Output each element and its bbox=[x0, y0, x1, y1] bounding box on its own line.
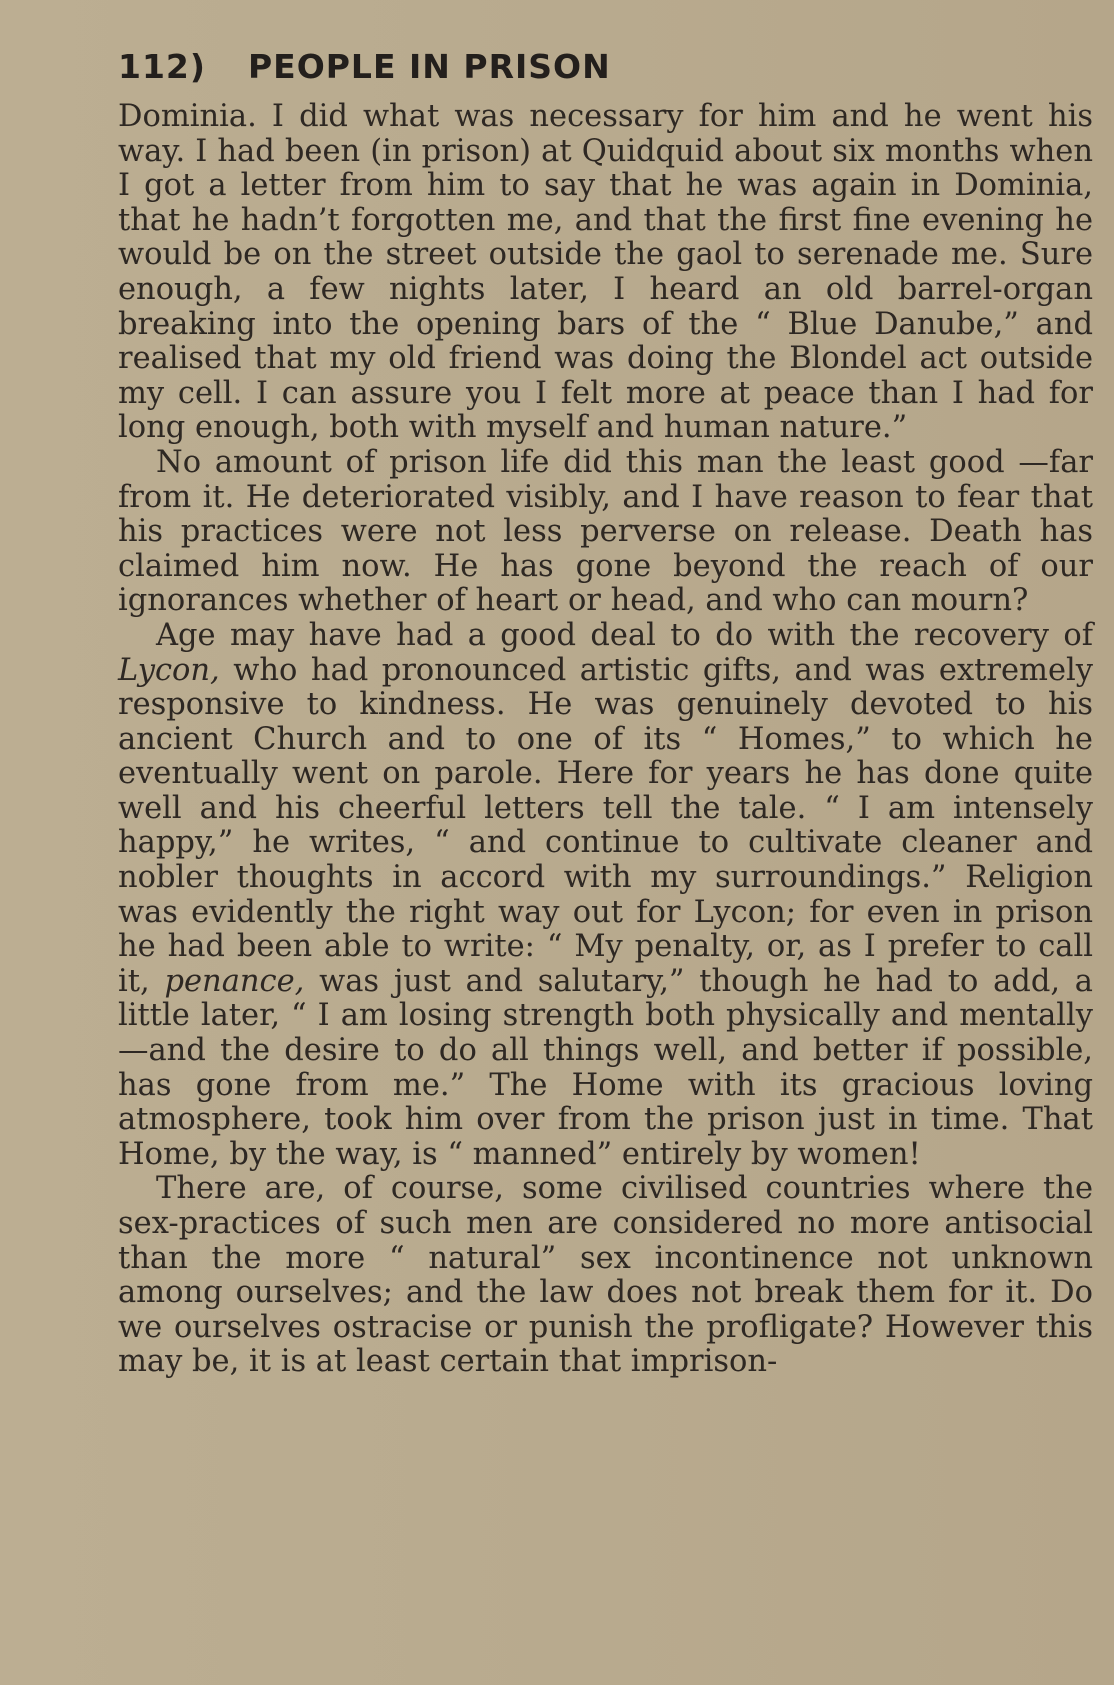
paragraph-3 bbox=[118, 619, 1093, 1173]
paragraph-1: Dominia. I did what was necessary for him and he went his way. I had been (in prison) at Quidquid about six months when I got a letter from him to say that he was again in Dominia, that he hadn’t forgotten me, and that the first fine evening he would be on the street outside the gaol to serenade me. Sure enough, a few nights later, I heard an old barrel-organ breaking into the opening bars of the “ Blue Danube,” and realised that my old friend was doing the Blondel act outside my cell. I can assure you I felt more at peace than I had for long enough, both with myself and human nature.” bbox=[118, 99, 1093, 446]
page-number: 112) bbox=[118, 46, 206, 86]
paragraph-3-part-2: who had pronounced artistic gifts, and was extremely responsive to kindness. He was genuinely devoted to his ancient Church and to one of its “ Homes,” to which he eventually went on parole. Here for years he has done quite well and his cheerful letters tell the tale. “ I am intensely happy,” he writes, “ and continue to cultivate cleaner and nobler thoughts in accord with my surroundings.” Religion was evidently the right way out for Lycon; for even in prison he had been able to write: “ My penalty, or, as I prefer to call it, bbox=[118, 652, 1093, 999]
penance-italic: penance, bbox=[164, 963, 305, 999]
lycon-italic: Lycon, bbox=[118, 652, 220, 688]
paragraph-4: There are, of course, some civilised countries where the sex-practices of such men are considered no more antisocial than the more “ natural” sex incontinence not unknown among ourselves; and the law does not break them for it. Do we ourselves ostracise or punish the profligate? However this may be, it is at least certain that imprison- bbox=[118, 1171, 1093, 1380]
running-header bbox=[118, 42, 611, 90]
paragraph-3-part-1: Age may have had a good deal to do with the recovery of bbox=[156, 617, 1093, 653]
paragraph-3-part-3: was just and salutary,” though he had to add, a little later, “ I am losing strength both physically and mentally—and the desire to do all things well, and better if possible, has gone from me.” The Home with its gracious loving atmosphere, took him over from the prison just in time. That Home, by the way, is “ manned” entirely by women! bbox=[118, 963, 1093, 1172]
body-text bbox=[118, 100, 1093, 1380]
running-title: PEOPLE IN PRISON bbox=[247, 46, 611, 86]
paragraph-2: No amount of prison life did this man the least good —far from it. He deteriorated visibly, and I have reason to fear that his practices were not less perverse on release. Death has claimed him now. He has gone beyond the reach of our ignorances whether of heart or head, and who can mourn? bbox=[118, 444, 1093, 619]
